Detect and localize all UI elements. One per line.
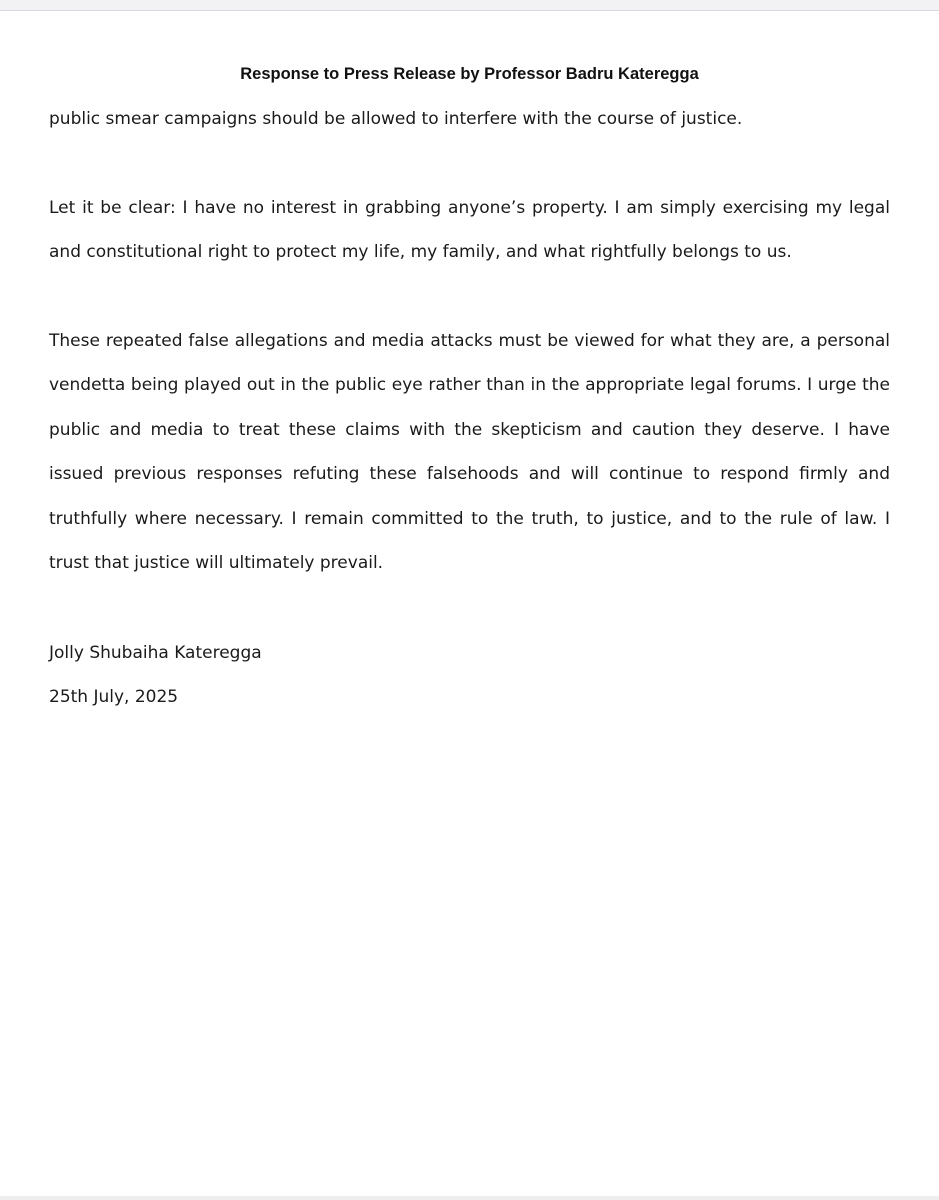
signature-date: 25th July, 2025: [49, 687, 179, 707]
paragraph-allegations: These repeated false allegations and media attacks must be viewed for what they are, a personal vendetta being played out in the public eye rather than in the appropriate legal forums. I urge the public and media to treat these claims with the skepticism and caution they deserve. I have issued previous responses refuting these falsehoods and will continue to respond firmly and truthfully where necessary. I remain committed to the truth, to justice, and to the rule of law. I trust that justice will ultimately prevail.: [49, 330, 890, 573]
document-title: Response to Press Release by Professor Badru Kateregga: [240, 65, 699, 83]
paragraph-property-claim: Let it be clear: I have no interest in grabbing anyone’s property. I am simply exercising my legal and constitutional right to protect my life, my family, and what rightfully belongs to us.: [49, 197, 890, 262]
signature-block: [49, 631, 890, 720]
viewer-top-edge: [0, 0, 939, 11]
signatory-name: Jolly Shubaiha Kateregga: [49, 642, 262, 663]
document-page: [49, 64, 890, 720]
viewer-bottom-edge: [0, 1196, 939, 1200]
paragraph-continuation: public smear campaigns should be allowed to interfere with the course of justice.: [49, 109, 743, 129]
